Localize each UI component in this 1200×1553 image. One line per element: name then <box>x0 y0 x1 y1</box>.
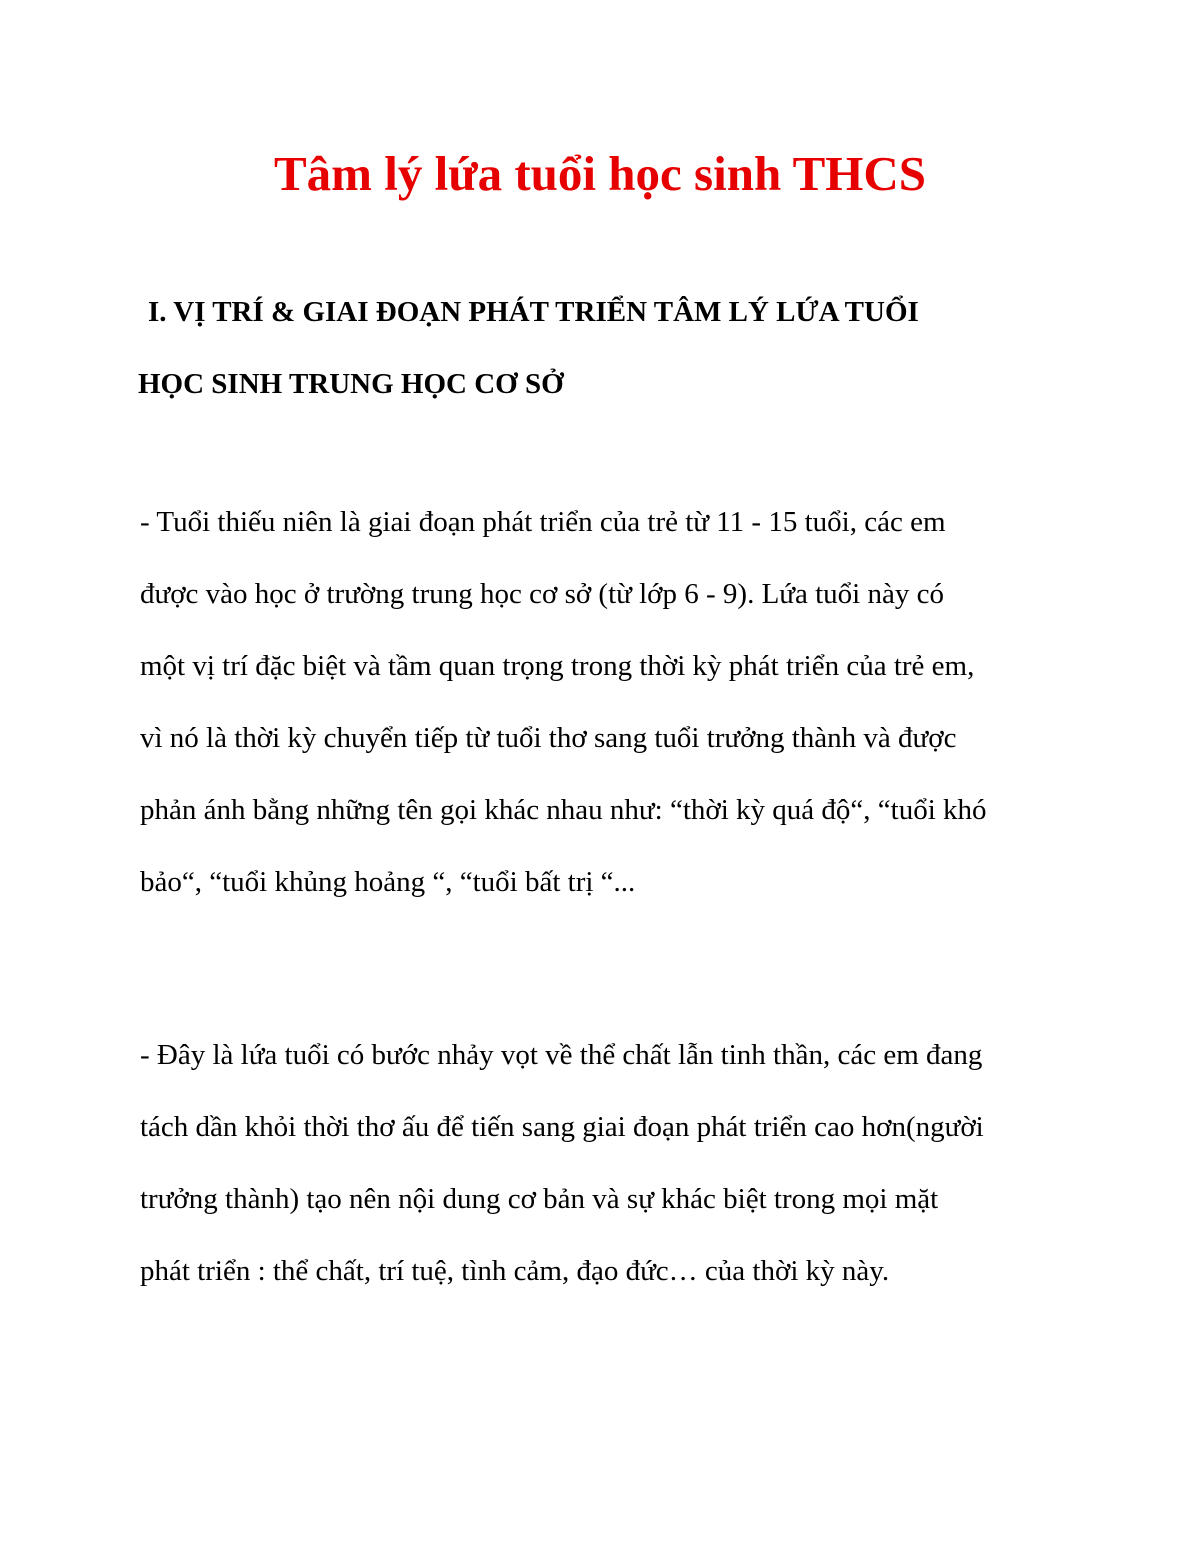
paragraph-line: được vào học ở trường trung học cơ sở (từ lớp 6 - 9). Lứa tuổi này có <box>140 578 944 610</box>
paragraph-line: phát triển : thể chất, trí tuệ, tình cảm, đạo đức… của thời kỳ này. <box>140 1255 890 1287</box>
paragraph-line: vì nó là thời kỳ chuyển tiếp từ tuổi thơ sang tuổi trưởng thành và được <box>140 722 957 754</box>
paragraph-line: trưởng thành) tạo nên nội dung cơ bản và sự khác biệt trong mọi mặt <box>140 1183 939 1215</box>
paragraph-line: tách dần khỏi thời thơ ấu để tiến sang giai đoạn phát triển cao hơn(người <box>140 1111 984 1143</box>
paragraph-line: - Tuổi thiếu niên là giai đoạn phát triển của trẻ từ 11 - 15 tuổi, các em <box>140 506 946 538</box>
paragraph-line: - Đây là lứa tuổi có bước nhảy vọt về thể chất lẫn tinh thần, các em đang <box>140 1039 983 1071</box>
paragraph-line: một vị trí đặc biệt và tầm quan trọng trong thời kỳ phát triển của trẻ em, <box>140 650 975 682</box>
paragraph-1 <box>140 486 1080 918</box>
document-title: Tâm lý lứa tuổi học sinh THCS <box>273 146 927 201</box>
section-heading-line: HỌC SINH TRUNG HỌC CƠ SỞ <box>138 368 564 400</box>
paragraph-line: phản ánh bằng những tên gọi khác nhau như: “thời kỳ quá độ“, “tuổi khó <box>140 794 987 826</box>
paragraph-line: bảo“, “tuổi khủng hoảng “, “tuổi bất trị “... <box>140 866 636 898</box>
section-heading <box>138 276 1078 420</box>
paragraph-2 <box>140 1019 1080 1307</box>
section-heading-line: I. VỊ TRÍ & GIAI ĐOẠN PHÁT TRIỂN TÂM LÝ LỨA TUỔI <box>148 296 919 328</box>
